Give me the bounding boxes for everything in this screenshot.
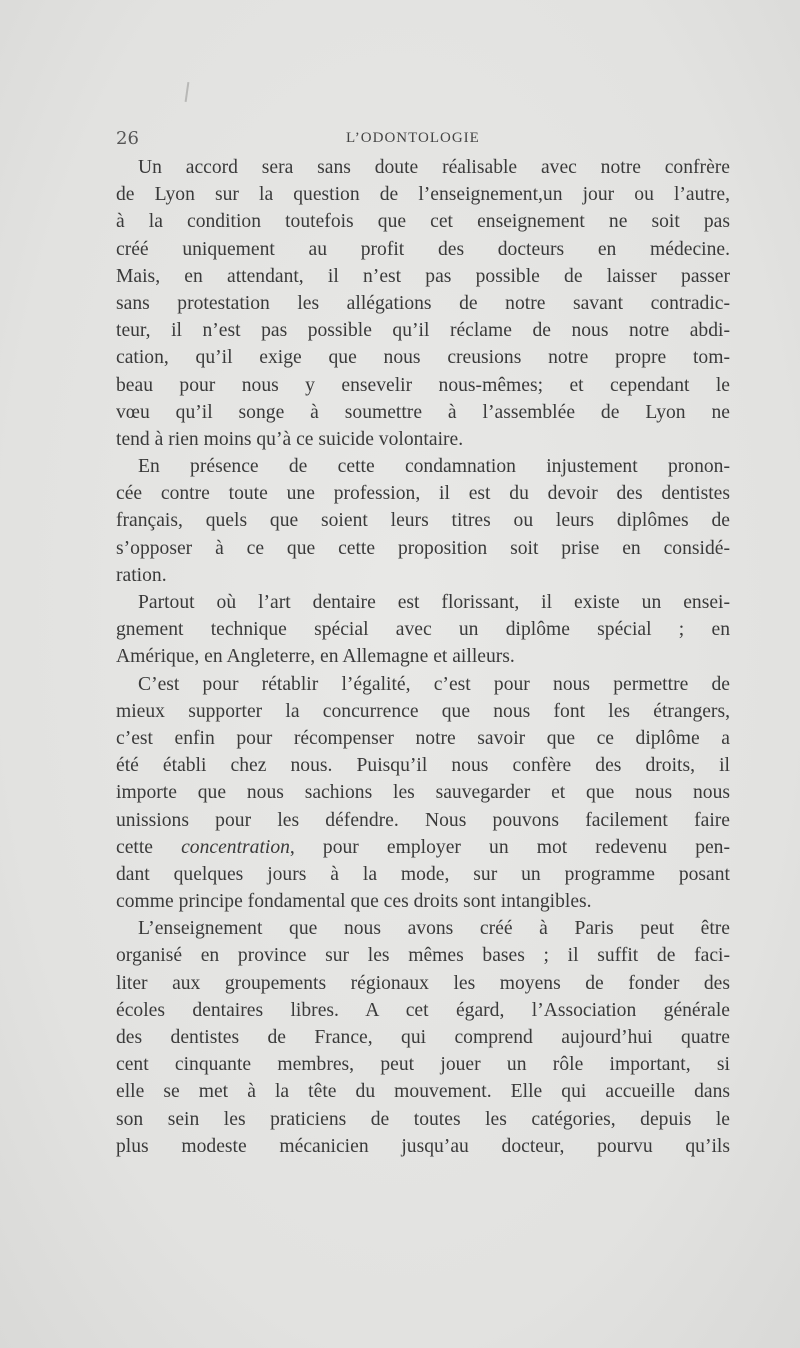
- text-line: [116, 643, 730, 670]
- text-line-content: créé uniquement au profit des docteurs en médecine.: [116, 238, 730, 260]
- text-line: [116, 779, 730, 806]
- text-line-content: tend à rien moins qu’à ce suicide volontaire.: [116, 428, 464, 450]
- text-line-content: français, quels que soient leurs titres ou leurs diplômes de: [116, 510, 730, 532]
- text-line: [116, 997, 730, 1024]
- text-line-content: écoles dentaires libres. A cet égard, l’Association générale: [116, 999, 730, 1021]
- text-line-content: unissions pour les défendre. Nous pouvons facilement faire: [116, 809, 730, 831]
- text-line: [116, 1106, 730, 1133]
- text-line: [116, 752, 730, 779]
- text-line: [116, 453, 730, 480]
- text-line-content: vœu qu’il songe à soumettre à l’assemblée de Lyon ne: [116, 401, 730, 423]
- text-line-content: mieux supporter la concurrence que nous font les étrangers,: [116, 700, 730, 722]
- text-line: [116, 535, 730, 562]
- text-line-content: organisé en province sur les mêmes bases ; il suffit de faci-: [116, 945, 730, 967]
- text-line-content: cation, qu’il exige que nous creusions notre propre tom-: [116, 347, 730, 369]
- text-line-content: c’est enfin pour récompenser notre savoir que ce diplôme a: [116, 727, 730, 749]
- running-title: L’ODONTOLOGIE: [346, 130, 480, 146]
- text-line: [116, 317, 730, 344]
- text-line: [116, 507, 730, 534]
- text-line-content: des dentistes de France, qui comprend aujourd’hui quatre: [116, 1027, 730, 1048]
- text-line: [116, 480, 730, 507]
- text-line: [116, 344, 730, 371]
- text-line-content: L’enseignement que nous avons créé à Paris peut être: [138, 918, 730, 940]
- text-line-content: été établi chez nous. Puisqu’il nous confère des droits, il: [116, 755, 730, 777]
- text-line-content: dant quelques jours à la mode, sur un programme posant: [116, 863, 730, 885]
- text-line-content: Amérique, en Angleterre, en Allemagne et ailleurs.: [116, 646, 515, 668]
- text-line-content: plus modeste mécanicien jusqu’au docteur, pourvu qu’ils: [116, 1135, 730, 1157]
- text-line-content: cette: [116, 836, 153, 858]
- text-line-content: son sein les praticiens de toutes les catégories, depuis le: [116, 1108, 730, 1130]
- text-line: [116, 1133, 730, 1160]
- text-line: [116, 290, 730, 317]
- page-number: 26: [116, 128, 139, 149]
- text-line-content: gnement technique spécial avec un diplôme spécial ; en: [116, 619, 730, 641]
- text-line-content: sans protestation les allégations de notre savant contradic-: [116, 292, 730, 314]
- text-line: [116, 236, 730, 263]
- text-line: [116, 562, 730, 589]
- text-line-content: elle se met à la tête du mouvement. Elle qui accueille dans: [116, 1081, 730, 1103]
- text-line: [116, 181, 730, 208]
- text-line: [116, 671, 730, 698]
- text-line-content: C’est pour rétablir l’égalité, c’est pour nous permettre de: [138, 673, 730, 695]
- paper-mark: [185, 82, 190, 102]
- text-line-content: En présence de cette condamnation injustement pronon-: [138, 456, 730, 478]
- text-line-content: de Lyon sur la question de l’enseignement,un jour ou l’autre,: [116, 184, 730, 206]
- text-line-content: à la condition toutefois que cet enseignement ne soit pas: [116, 211, 730, 233]
- text-line: [116, 616, 730, 643]
- text-line: [116, 372, 730, 399]
- text-line-content: comme principe fondamental que ces droits sont intangibles.: [116, 891, 592, 913]
- text-line-content: beau pour nous y ensevelir nous-mêmes; et cependant le: [116, 374, 730, 396]
- text-line: [116, 1078, 730, 1105]
- text-line-content: s’opposer à ce que cette proposition soit prise en considé-: [116, 537, 730, 559]
- text-line: [116, 861, 730, 888]
- text-line: [116, 154, 730, 181]
- italic-word: concentration: [181, 836, 290, 858]
- text-line: [116, 807, 730, 834]
- text-line: [116, 208, 730, 235]
- text-line-content: teur, il n’est pas possible qu’il réclame de nous notre abdi-: [116, 320, 730, 342]
- text-line-content: cée contre toute une profession, il est du devoir des dentistes: [116, 483, 730, 505]
- text-line-content: ration.: [116, 564, 167, 586]
- text-line: [116, 725, 730, 752]
- text-line-content: importe que nous sachions les sauvegarder et que nous nous: [116, 782, 730, 804]
- text-line-content: Partout où l’art dentaire est florissant, il existe un ensei-: [138, 592, 730, 613]
- text-line-content: Un accord sera sans doute réalisable avec notre confrère: [138, 157, 730, 178]
- text-line: [116, 263, 730, 290]
- text-line-content: liter aux groupements régionaux les moyens de fonder des: [116, 972, 730, 994]
- text-line: [116, 942, 730, 969]
- text-line: [116, 1051, 730, 1078]
- text-line: [116, 698, 730, 725]
- text-line: [116, 426, 730, 453]
- text-line: [116, 399, 730, 426]
- text-line: [116, 915, 730, 942]
- text-line-content: cent cinquante membres, peut jouer un rôle important, si: [116, 1054, 730, 1076]
- page-header: [116, 128, 730, 152]
- text-line: [116, 1024, 730, 1051]
- body-text: [116, 154, 730, 1160]
- text-line-continuation: , pour employer un mot redevenu pen-: [289, 836, 730, 858]
- text-line: [116, 834, 730, 861]
- text-line: [116, 589, 730, 616]
- text-line: [116, 888, 730, 915]
- text-line: [116, 970, 730, 997]
- text-line-content: Mais, en attendant, il n’est pas possible de laisser passer: [116, 265, 730, 287]
